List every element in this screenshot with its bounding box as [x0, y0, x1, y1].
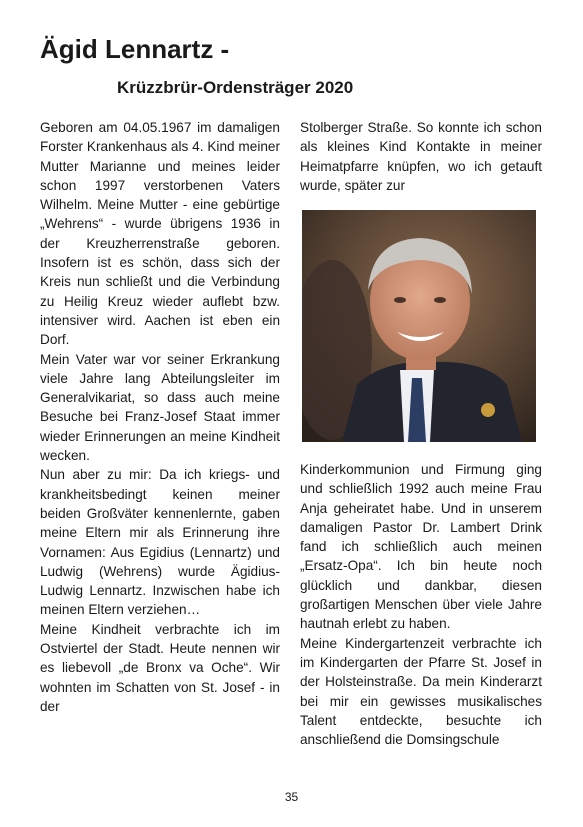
paragraph: Meine Kindergartenzeit verbrachte ich im Kindergarten der Pfarre St. Josef in der Holsteinstraße. Da mein Kinderarzt bei mir ein gewisses musikalisches Talent entdeckte, besuchte ich anschließend die Domsingschule	[300, 635, 542, 748]
page-number: 35	[284, 790, 299, 804]
paragraph: Meine Kindheit verbrachte ich im Ostviertel der Stadt. Heute nennen wir es liebevoll „de Bronx va Oche“. Wir wohnten im Schatten von St. Josef - in der	[40, 621, 280, 714]
left-column	[40, 118, 280, 716]
right-column-bottom	[300, 460, 542, 749]
article-title: Ägid Lennartz -	[40, 34, 230, 64]
portrait-image	[302, 210, 536, 442]
right-column-top	[300, 118, 542, 195]
paragraph: Kinderkommunion und Firmung ging und schließlich 1992 auch meine Frau Anja geheiratet habe. Und in unserem damaligen Pastor Dr. Lambert Drink fand ich schließlich auch meinen „Ersatz-Opa“. Ich bin heute noch glücklich und dankbar, diesen großartigen Menschen über viele Jahre hautnah erlebt zu haben.	[300, 462, 542, 632]
portrait-photo	[302, 210, 536, 442]
article-subtitle: Krüzzbrür-Ordensträger 2020	[117, 78, 354, 97]
paragraph: Stolberger Straße. So konnte ich schon als kleines Kind Kontakte in meiner Heimatpfarre knüpfen, wo ich getauft wurde, später zur	[300, 120, 542, 193]
paragraph: Nun aber zu mir: Da ich kriegs- und krankheitsbedingt keinen meiner beiden Großväter kennenlernte, gaben meine Eltern mir als Erinnerung ihre Vornamen: Aus Egidius (Lennartz) und Ludwig (Wehrens) wurde Ägidius-Ludwig Lennartz. Inzwischen habe ich meinen Eltern verziehen…	[40, 467, 280, 618]
paragraph: Mein Vater war vor seiner Erkrankung viele Jahre lang Abteilungsleiter im Generalvikariat, so dass auch meine Besuche bei Franz-Josef Staat immer wieder Erinnerungen an meine Kindheit wecken.	[40, 351, 280, 464]
paragraph: Geboren am 04.05.1967 im damaligen Forster Krankenhaus als 4. Kind meiner Mutter Marianne und meines leider schon 1997 verstorbenen Vaters Wilhelm. Meine Mutter - eine gebürtige „Wehrens“ - wurde übrigens 1936 in der Kreuzherrenstraße geboren. Insofern ist es schön, dass sich der Kreis nun schließt und die Verbindung zu Heilig Kreuz wieder auflebt bzw. intensiver wird. Aachen ist eben ein Dorf.	[40, 120, 280, 348]
